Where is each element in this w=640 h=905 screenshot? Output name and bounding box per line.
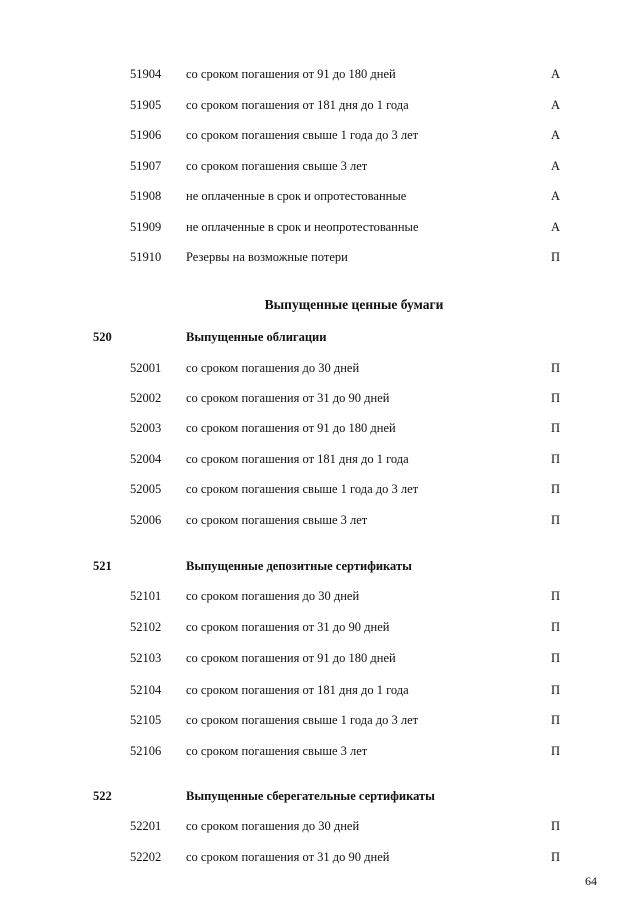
account-code: 51909 [130,220,162,234]
account-type: П [551,819,561,833]
account-code: 52003 [130,421,162,435]
account-row [0,847,640,867]
group-code: 522 [93,789,112,803]
account-type: П [551,482,561,496]
account-type: П [551,651,561,665]
account-row [0,680,640,700]
account-row [0,741,640,761]
account-code: 52105 [130,713,162,727]
account-description: со сроком погашения свыше 3 лет [186,513,368,527]
account-description: со сроком погашения свыше 1 года до 3 лет [186,482,419,496]
account-code: 51905 [130,98,162,112]
account-row [0,510,640,530]
account-description: не оплаченные в срок и неопротестованные [186,220,419,234]
account-description: со сроком погашения от 181 дня до 1 года [186,452,409,466]
account-row [0,156,640,176]
account-type: А [551,159,561,173]
account-code: 52101 [130,589,162,603]
group-title: Выпущенные облигации [186,330,327,344]
group-header [0,327,640,347]
account-code: 52201 [130,819,162,833]
account-type: А [551,189,561,203]
page-number: 64 [585,874,597,888]
account-type: А [551,98,561,112]
account-code: 52005 [130,482,162,496]
account-type: П [551,250,561,264]
group-header [0,786,640,806]
account-description: со сроком погашения свыше 1 года до 3 лет [186,713,419,727]
account-description: со сроком погашения от 91 до 180 дней [186,421,396,435]
account-type: А [551,67,561,81]
account-type: П [551,513,561,527]
account-description: со сроком погашения от 91 до 180 дней [186,67,396,81]
account-description: со сроком погашения от 181 дня до 1 года [186,98,409,112]
account-description: не оплаченные в срок и опротестованные [186,189,407,203]
account-code: 52004 [130,452,162,466]
account-row [0,710,640,730]
group-title: Выпущенные сберегательные сертификаты [186,789,435,803]
account-code: 52002 [130,391,162,405]
account-type: П [551,452,561,466]
account-type: П [551,391,561,405]
account-code: 52103 [130,651,162,665]
account-type: П [551,683,561,697]
account-row [0,449,640,469]
group-header [0,556,640,576]
account-description: со сроком погашения от 31 до 90 дней [186,850,390,864]
account-description: Резервы на возможные потери [186,250,348,264]
account-row [0,125,640,145]
account-row [0,64,640,84]
account-code: 51907 [130,159,162,173]
account-type: П [551,361,561,375]
account-type: П [551,713,561,727]
account-code: 52102 [130,620,162,634]
group-code: 521 [93,559,112,573]
account-description: со сроком погашения до 30 дней [186,589,360,603]
section-title: Выпущенные ценные бумаги [264,297,444,312]
account-description: со сроком погашения свыше 1 года до 3 лет [186,128,419,142]
account-code: 52001 [130,361,162,375]
account-row [0,358,640,378]
account-row [0,388,640,408]
account-type: П [551,620,561,634]
account-code: 52106 [130,744,162,758]
account-description: со сроком погашения свыше 3 лет [186,159,368,173]
account-row [0,95,640,115]
account-type: А [551,128,561,142]
account-description: со сроком погашения от 31 до 90 дней [186,620,390,634]
account-type: А [551,220,561,234]
account-row [0,617,640,637]
account-description: со сроком погашения до 30 дней [186,361,360,375]
account-code: 51906 [130,128,162,142]
group-code: 520 [93,330,112,344]
account-description: со сроком погашения от 31 до 90 дней [186,391,390,405]
account-row [0,217,640,237]
account-type: П [551,744,561,758]
account-row [0,479,640,499]
account-row [0,247,640,267]
account-code: 51904 [130,67,162,81]
account-code: 52006 [130,513,162,527]
account-row [0,586,640,606]
account-description: со сроком погашения от 181 дня до 1 года [186,683,409,697]
account-type: П [551,589,561,603]
account-type: П [551,850,561,864]
account-code: 52104 [130,683,162,697]
account-row [0,186,640,206]
account-code: 51908 [130,189,162,203]
account-row [0,648,640,668]
account-description: со сроком погашения до 30 дней [186,819,360,833]
account-code: 51910 [130,250,162,264]
account-code: 52202 [130,850,162,864]
account-description: со сроком погашения от 91 до 180 дней [186,651,396,665]
account-type: П [551,421,561,435]
account-row [0,418,640,438]
account-description: со сроком погашения свыше 3 лет [186,744,368,758]
account-row [0,816,640,836]
group-title: Выпущенные депозитные сертификаты [186,559,412,573]
